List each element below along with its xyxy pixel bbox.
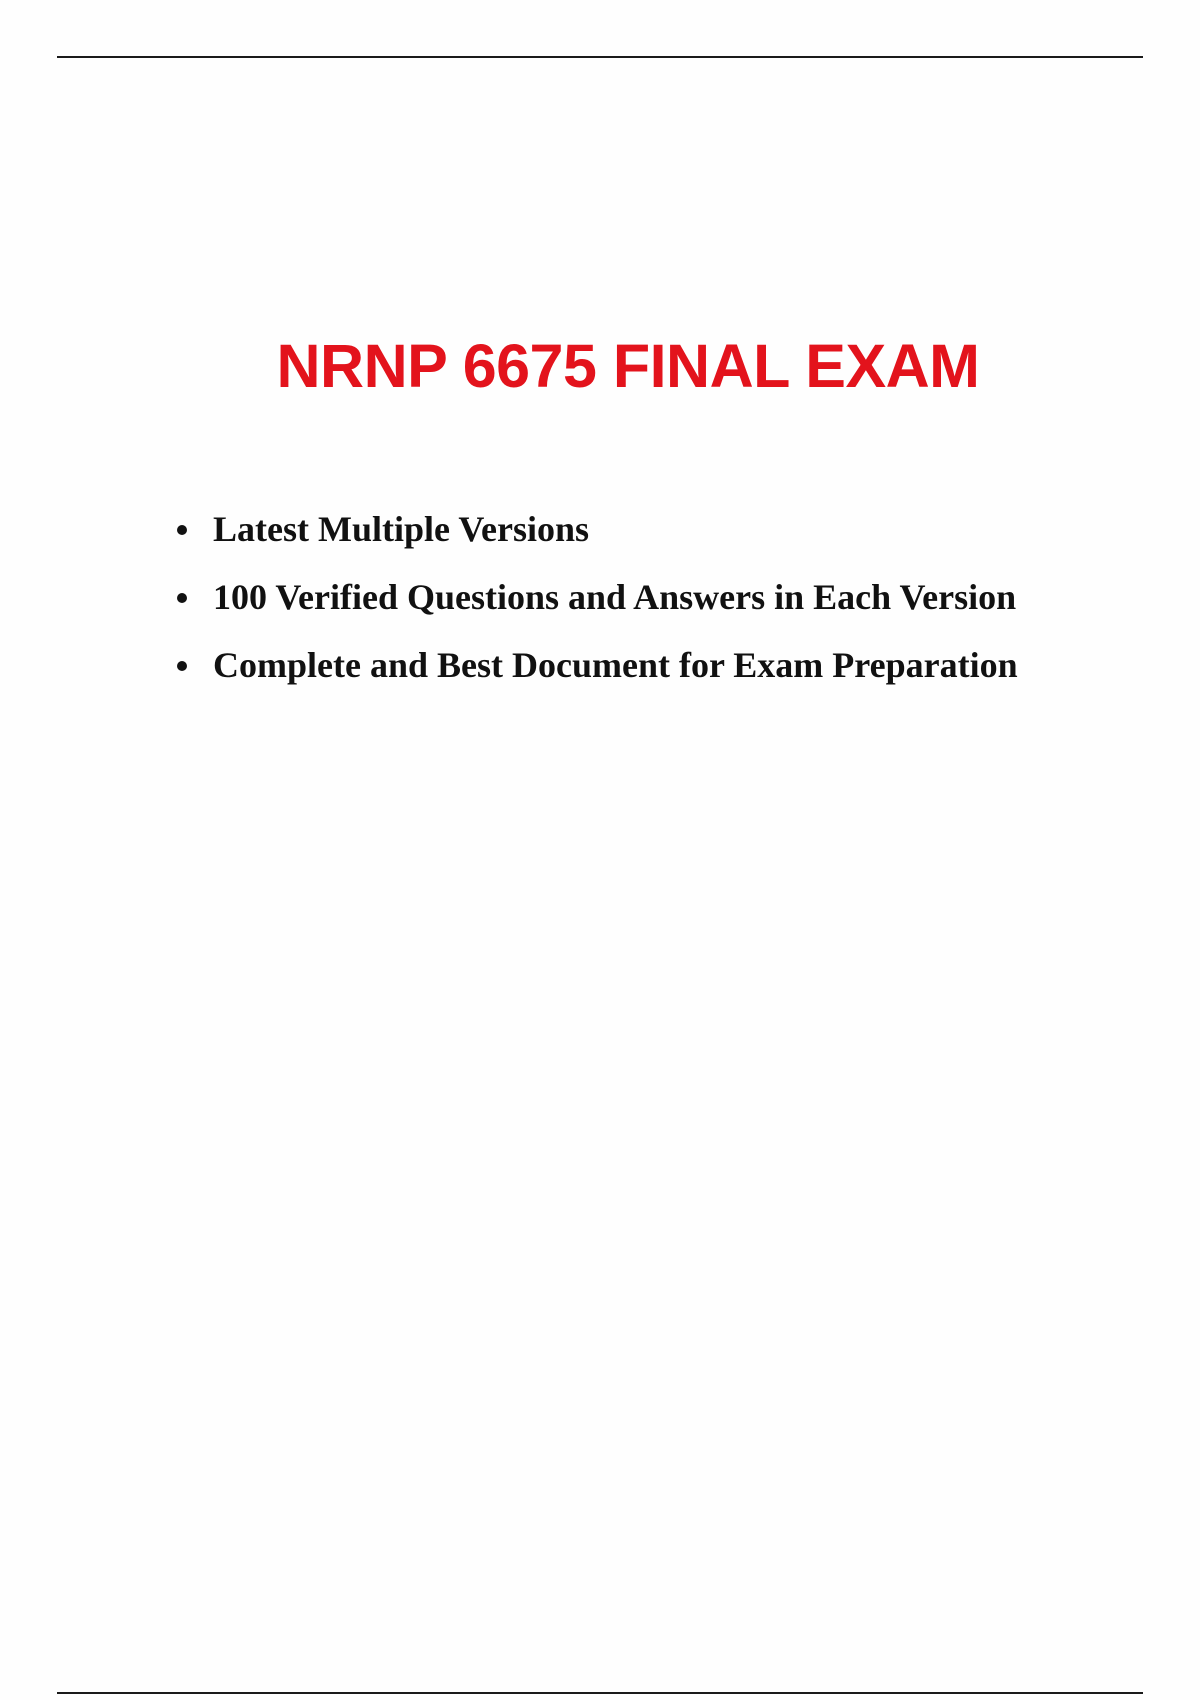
document-title: NRNP 6675 FINAL EXAM — [276, 332, 980, 400]
list-item — [175, 641, 1018, 709]
list-item-text: Latest Multiple Versions — [213, 509, 590, 549]
list-item-text: Complete and Best Document for Exam Preparation — [213, 645, 1018, 685]
bullet-dot-icon — [177, 661, 187, 671]
bottom-rule — [57, 1692, 1143, 1694]
bullet-dot-icon — [177, 525, 187, 535]
feature-list — [175, 505, 1018, 709]
list-item-text: 100 Verified Questions and Answers in Each Version — [213, 577, 1017, 617]
list-item — [175, 505, 1018, 573]
list-item — [175, 573, 1018, 641]
top-rule — [57, 56, 1143, 58]
bullet-dot-icon — [177, 593, 187, 603]
